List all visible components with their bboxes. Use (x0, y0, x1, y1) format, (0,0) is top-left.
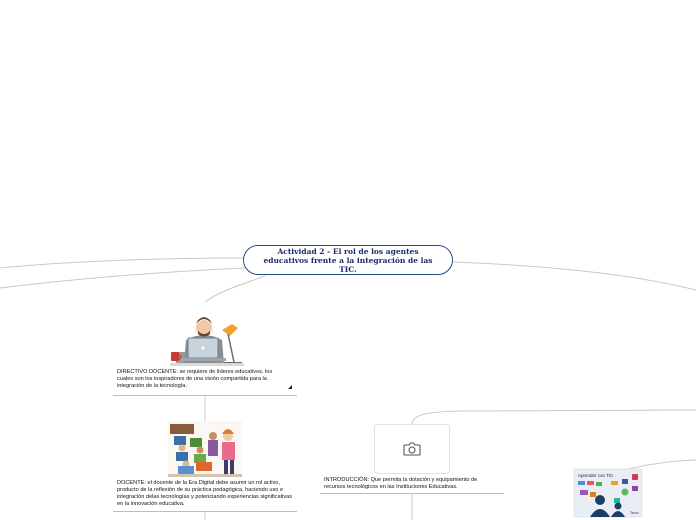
connector-right (453, 262, 696, 290)
central-topic[interactable] (243, 245, 453, 275)
connector-left-lower (0, 268, 245, 288)
resize-handle-icon[interactable] (288, 385, 292, 389)
connector-directivo (205, 276, 265, 302)
aprender-title: Aprender con TIC (578, 473, 614, 478)
node-directivo-underline (113, 395, 297, 396)
classroom-illustration (168, 421, 242, 477)
connector-left-upper (0, 258, 243, 268)
node-docente[interactable]: DOCENTE: el docente de la Era Digital debe asumir un rol activo, producto de la reflexión de su práctica pedagógica, haciendo uso e integración delas tecnologías y potenciando experiencias significativas en la innovación educativa. (117, 480, 293, 507)
teacher-illustration (170, 317, 244, 366)
connector-intro-up (412, 410, 696, 424)
node-directivo-docente[interactable]: DIRECTIVO DOCENTE: se requiere de líderes educativos, los cuales son los inspiradores de una visión compartida para la integración de la tecnología. (117, 369, 273, 389)
node-docente-underline (113, 511, 297, 512)
aprender-footer: Tecno (630, 511, 639, 515)
node-introduccion[interactable]: INTRODUCCIÓN: Que permita la dotación y equipamiento de recursos tecnológicos en las Instituciones Educativas. (324, 477, 478, 490)
aprender-con-tic-illustration (574, 469, 642, 517)
camera-icon (403, 442, 421, 456)
node-introduccion-underline (320, 493, 504, 494)
image-placeholder-card[interactable] (374, 424, 450, 474)
central-topic-title: Actividad 2 - El rol de los agentes educativos frente a la integración de las TIC. (263, 246, 433, 274)
